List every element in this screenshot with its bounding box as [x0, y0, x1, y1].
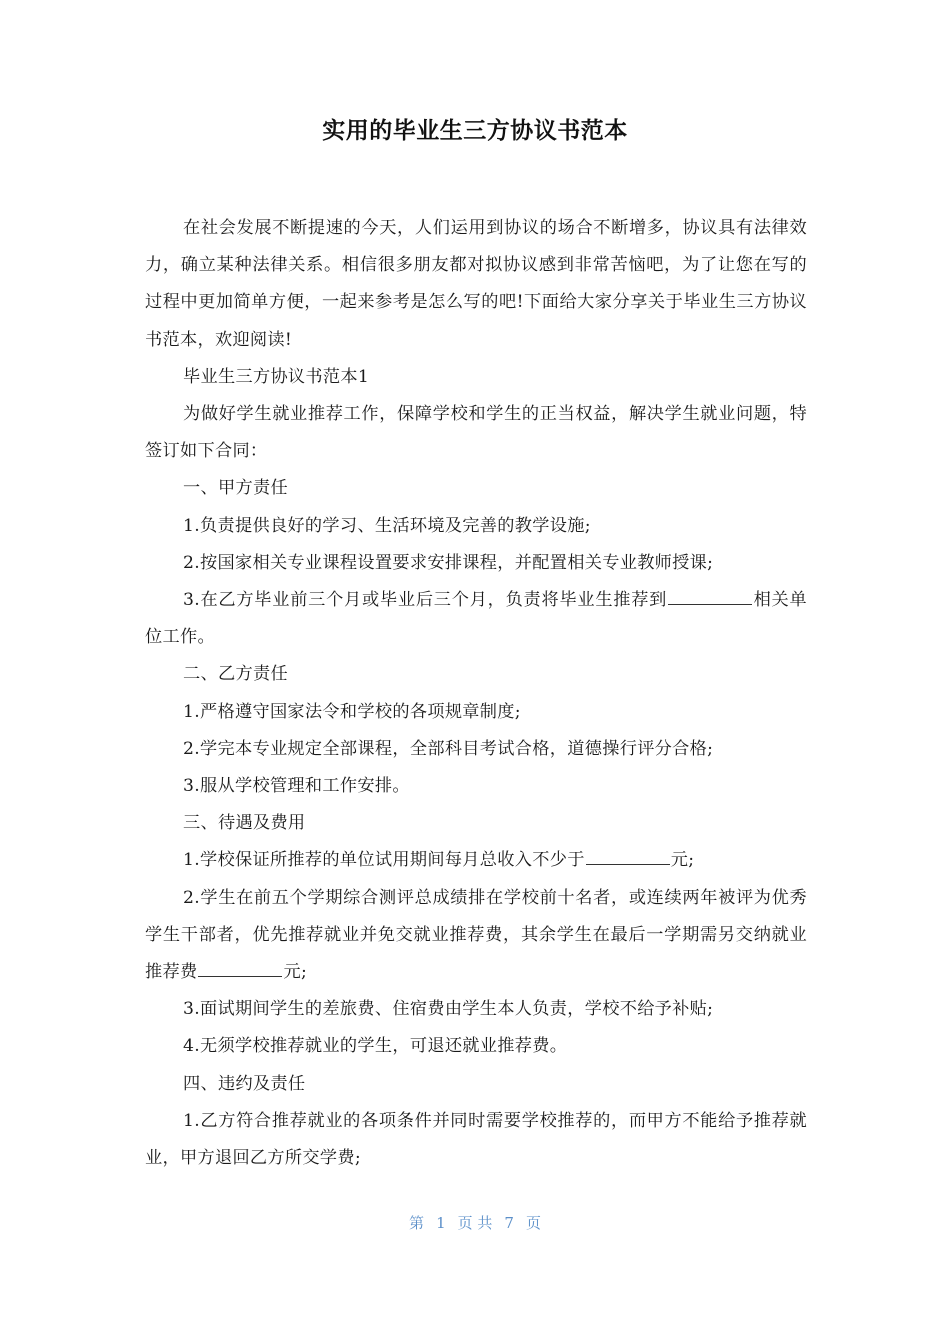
clause-c3: 3.面试期间学生的差旅费、住宿费由学生本人负责，学校不给予补贴;	[183, 999, 714, 1020]
document-title: 实用的毕业生三方协议书范本	[322, 118, 628, 144]
document-body	[145, 210, 807, 1177]
paragraph-intro: 在社会发展不断提速的今天，人们运用到协议的场合不断增多，协议具有法律效力，确立某种法律关系。相信很多朋友都对拟协议感到非常苦恼吧，为了让您在写的过程中更加简单方便，一起来参考是怎么写的吧!下面给大家分享关于毕业生三方协议书范本，欢迎阅读!	[145, 218, 807, 350]
clause-c2: 2.学生在前五个学期综合测评总成绩排在学校前十名者，或连续两年被评为优秀学生干部者，优先推荐就业并免交就业推荐费，其余学生在最后一学期需另交纳就业推荐费 元;	[145, 887, 807, 983]
footer-prefix: 第	[409, 1214, 425, 1232]
clause-a3: 3.在乙方毕业前三个月或毕业后三个月，负责将毕业生推荐到 相关单位工作。	[145, 590, 807, 648]
clause-a1: 1.负责提供良好的学习、生活环境及完善的教学设施;	[183, 515, 591, 536]
paragraph-purpose: 为做好学生就业推荐工作，保障学校和学生的正当权益，解决学生就业问题，特签订如下合同：	[145, 404, 807, 462]
footer-middle: 页 共	[457, 1214, 493, 1232]
section-heading-treatment: 三、待遇及费用	[183, 813, 306, 834]
clause-b1: 1.严格遵守国家法令和学校的各项规章制度;	[183, 701, 521, 722]
clause-b2: 2.学完本专业规定全部课程，全部科目考试合格，道德操行评分合格;	[183, 738, 714, 759]
clause-b3: 3.服从学校管理和工作安排。	[183, 776, 410, 797]
paragraph-sample-heading: 毕业生三方协议书范本1	[183, 366, 370, 387]
fill-in-blank	[586, 850, 670, 865]
section-heading-breach: 四、违约及责任	[183, 1073, 306, 1094]
section-heading-party-b: 二、乙方责任	[183, 664, 288, 685]
footer-total-pages: 7	[504, 1214, 514, 1232]
fill-in-blank	[198, 962, 282, 977]
clause-c1: 1.学校保证所推荐的单位试用期间每月总收入不少于 元;	[183, 850, 695, 871]
clause-c4: 4.无须学校推荐就业的学生，可退还就业推荐费。	[183, 1036, 568, 1057]
footer-current-page: 1	[436, 1214, 446, 1232]
footer-suffix: 页	[525, 1214, 541, 1232]
section-heading-party-a: 一、甲方责任	[183, 478, 288, 499]
fill-in-blank	[668, 590, 752, 605]
clause-d1: 1.乙方符合推荐就业的各项条件并同时需要学校推荐的，而甲方不能给予推荐就业，甲方退回乙方所交学费;	[145, 1110, 807, 1169]
page-footer	[0, 1212, 950, 1233]
clause-a2: 2.按国家相关专业课程设置要求安排课程，并配置相关专业教师授课;	[183, 552, 714, 573]
